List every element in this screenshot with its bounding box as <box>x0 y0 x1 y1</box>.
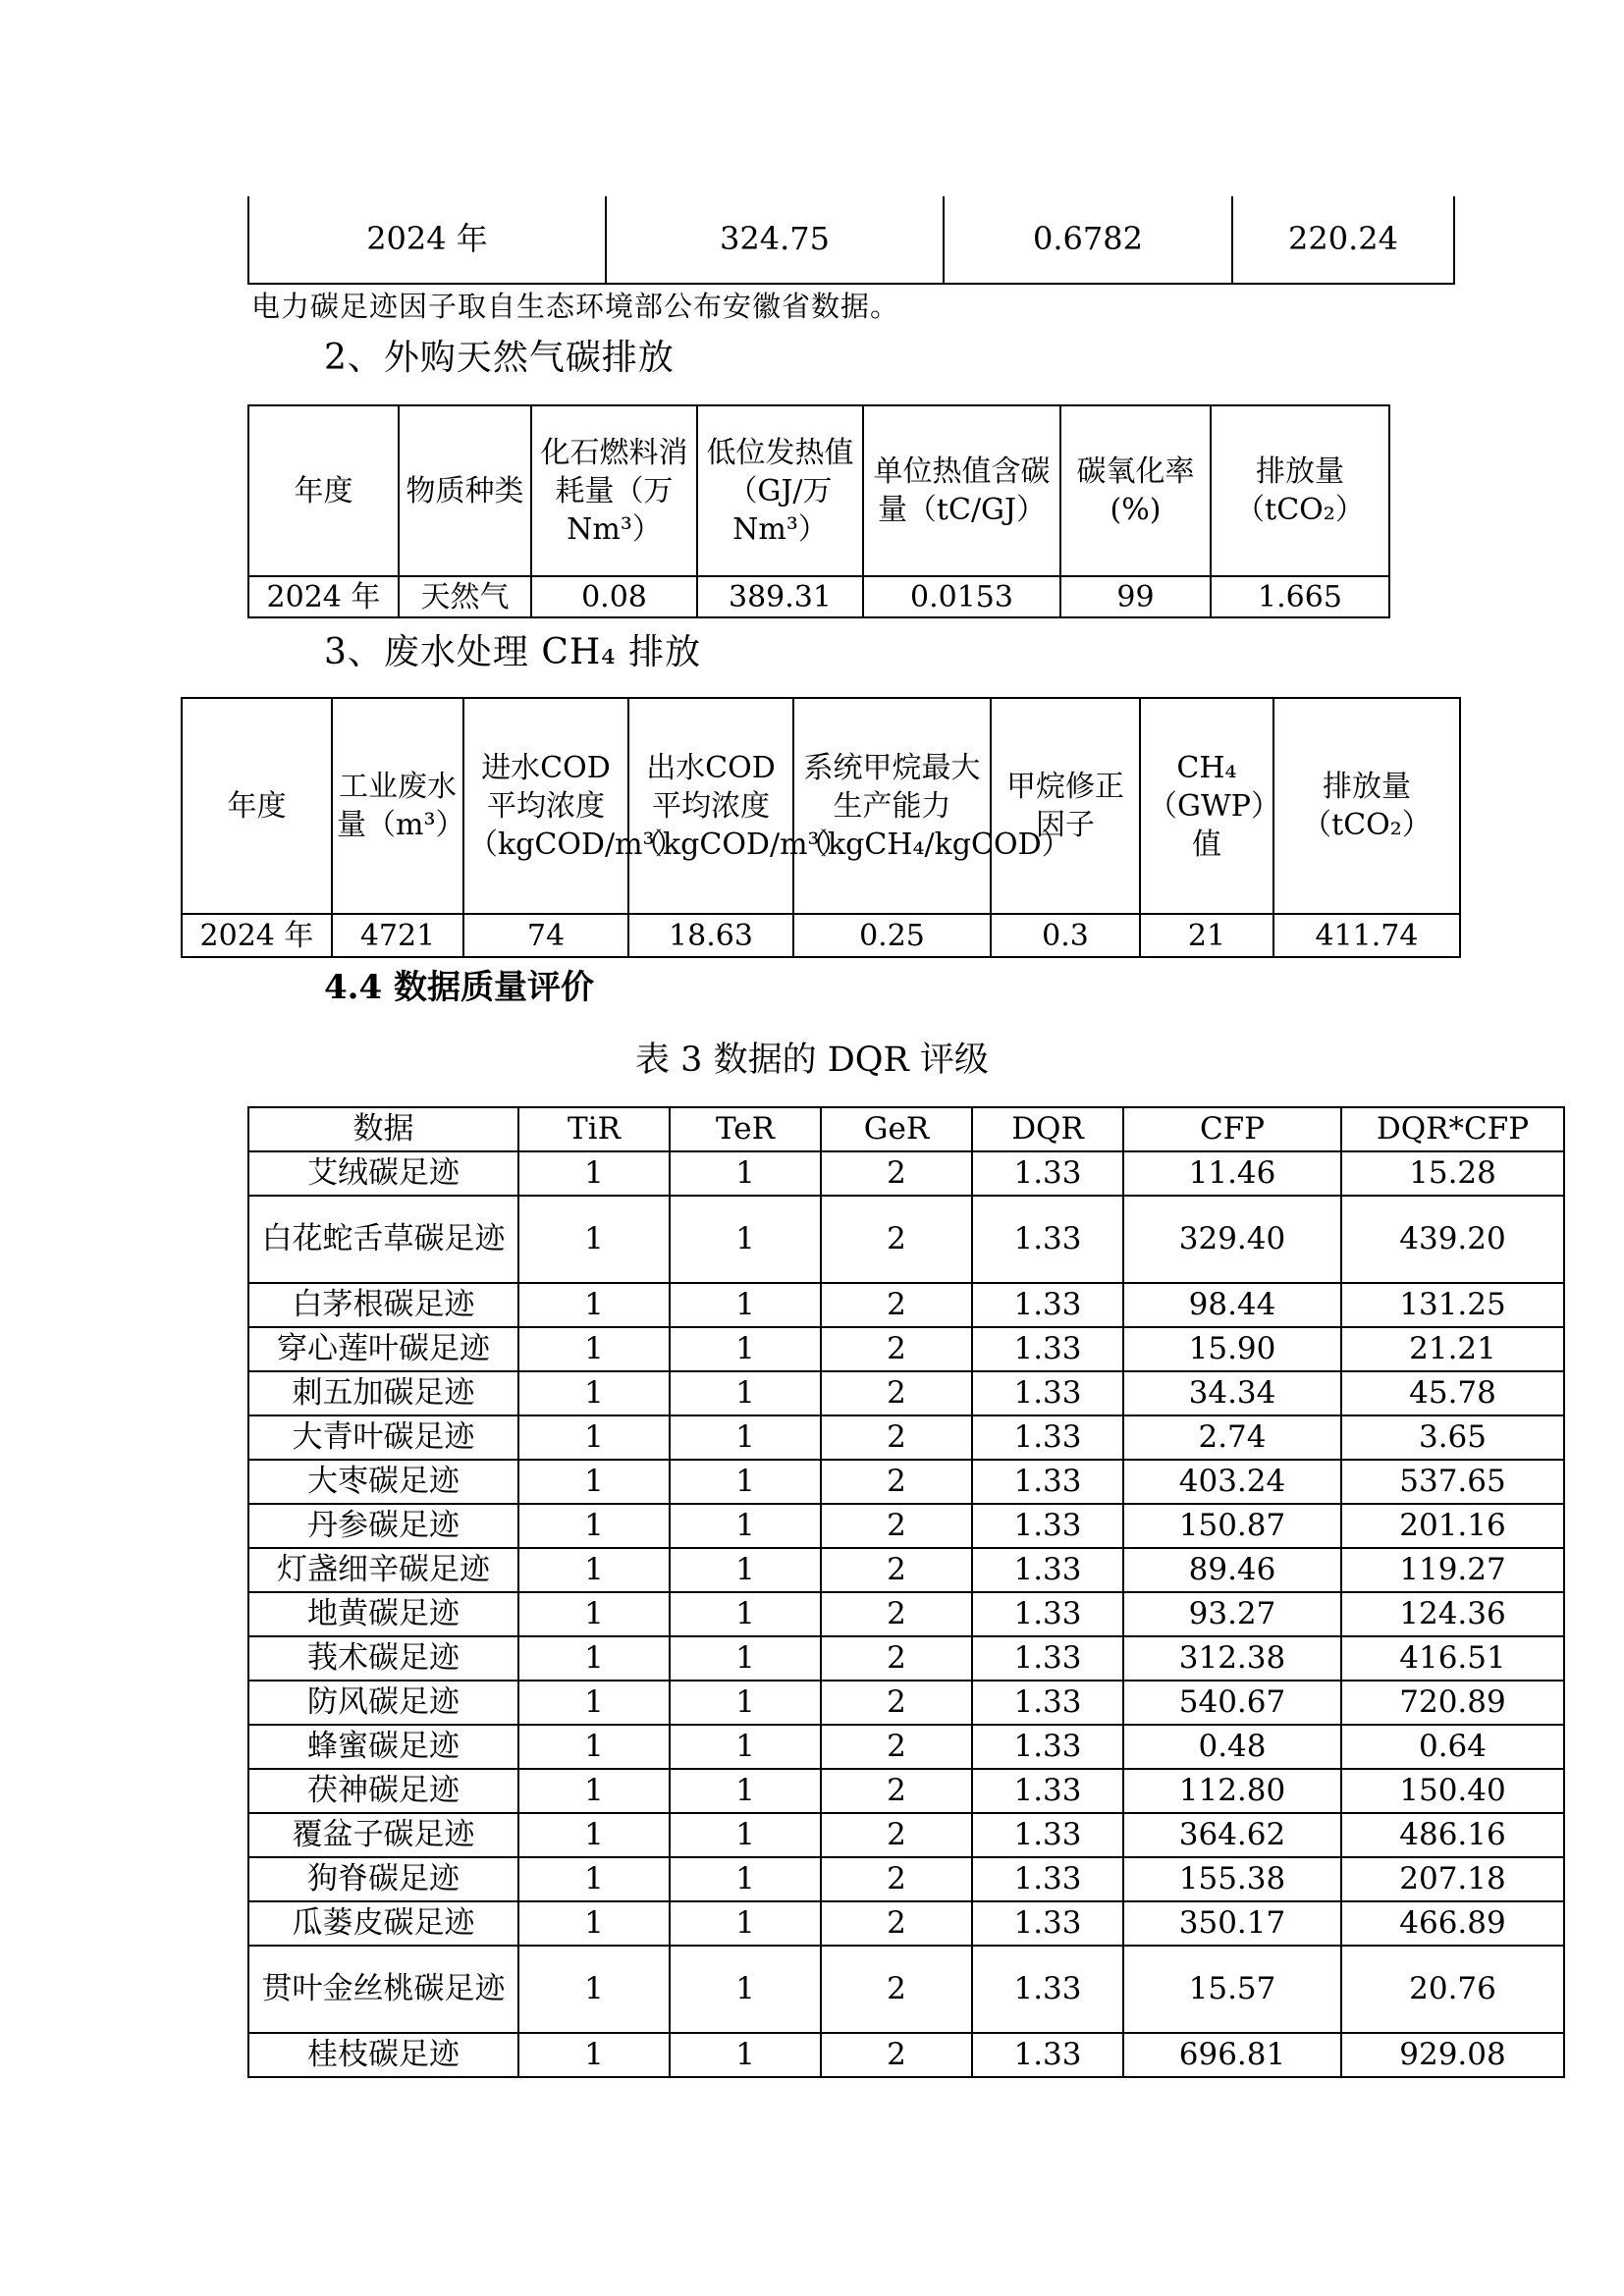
table-cell: 0.08 <box>531 576 697 617</box>
table-row <box>248 1548 1564 1592</box>
table-row <box>248 1857 1564 1901</box>
table-cell: 150.87 <box>1123 1504 1341 1548</box>
table-cell: 1 <box>518 1151 670 1196</box>
table-cell: 0.64 <box>1341 1725 1564 1769</box>
table-cell: 1.665 <box>1211 576 1389 617</box>
table-cell: 11.46 <box>1123 1151 1341 1196</box>
row-label: 大枣碳足迹 <box>248 1460 518 1504</box>
column-header: 排放量（tCO₂） <box>1211 405 1389 576</box>
table-cell: 21 <box>1140 914 1273 957</box>
table-cell: 2024 年 <box>248 576 399 617</box>
table-cell: 131.25 <box>1341 1283 1564 1327</box>
table-cell: 364.62 <box>1123 1813 1341 1857</box>
electricity-note: 电力碳足迹因子取自生态环境部公布安徽省数据。 <box>251 290 900 323</box>
column-header: 年度 <box>248 405 399 576</box>
table-cell: 0.48 <box>1123 1725 1341 1769</box>
table-cell: 411.74 <box>1273 914 1460 957</box>
column-header: 物质种类 <box>399 405 531 576</box>
table-cell: 416.51 <box>1341 1636 1564 1681</box>
column-header: TeR <box>670 1107 821 1151</box>
row-label: 防风碳足迹 <box>248 1681 518 1725</box>
table-cell: 20.76 <box>1341 1946 1564 2033</box>
table-cell: 0.25 <box>793 914 991 957</box>
table-cell: 1 <box>518 2033 670 2077</box>
table-cell: 466.89 <box>1341 1901 1564 1946</box>
column-header: 单位热值含碳量（tC/GJ） <box>863 405 1060 576</box>
table-cell: 119.27 <box>1341 1548 1564 1592</box>
table-row <box>248 1196 1564 1283</box>
table-cell: 1.33 <box>972 1460 1123 1504</box>
table-cell: 2.74 <box>1123 1415 1341 1460</box>
year-cell: 2024 年 <box>248 196 606 284</box>
column-header: 排放量（tCO₂） <box>1273 698 1460 914</box>
table-cell: 2 <box>821 1769 972 1813</box>
table-cell: 1 <box>518 1196 670 1283</box>
table-cell: 1 <box>670 1151 821 1196</box>
row-label: 地黄碳足迹 <box>248 1592 518 1636</box>
table-row <box>248 1681 1564 1725</box>
table-cell: 1 <box>518 1327 670 1371</box>
table-cell: 220.24 <box>1232 196 1454 284</box>
table-row <box>248 576 1389 617</box>
table-cell: 1 <box>670 1813 821 1857</box>
table-cell: 1 <box>518 1769 670 1813</box>
row-label: 灯盏细辛碳足迹 <box>248 1548 518 1592</box>
column-header: 化石燃料消耗量（万Nm³） <box>531 405 697 576</box>
table-cell: 1.33 <box>972 1813 1123 1857</box>
table-cell: 98.44 <box>1123 1283 1341 1327</box>
table-cell: 1 <box>518 1371 670 1415</box>
table-cell: 21.21 <box>1341 1327 1564 1371</box>
table-cell: 1 <box>518 1636 670 1681</box>
table-cell: 696.81 <box>1123 2033 1341 2077</box>
table-cell: 207.18 <box>1341 1857 1564 1901</box>
table-cell: 1 <box>670 1415 821 1460</box>
column-header: 进水COD 平均浓度（kgCOD/m³） <box>463 698 628 914</box>
table-cell: 1 <box>670 1769 821 1813</box>
table-cell: 403.24 <box>1123 1460 1341 1504</box>
table-cell: 4721 <box>332 914 463 957</box>
table-cell: 2 <box>821 1415 972 1460</box>
table-cell: 1 <box>518 1857 670 1901</box>
table-cell: 112.80 <box>1123 1769 1341 1813</box>
table-cell: 312.38 <box>1123 1636 1341 1681</box>
column-header: 甲烷修正因子 <box>991 698 1140 914</box>
row-label: 桂枝碳足迹 <box>248 2033 518 2077</box>
column-header: GeR <box>821 1107 972 1151</box>
row-label: 白花蛇舌草碳足迹 <box>248 1196 518 1283</box>
table-cell: 0.6782 <box>944 196 1232 284</box>
table-cell: 1 <box>670 1504 821 1548</box>
row-label: 莪术碳足迹 <box>248 1636 518 1681</box>
table-cell: 2 <box>821 1460 972 1504</box>
table-cell: 99 <box>1060 576 1211 617</box>
row-label: 狗脊碳足迹 <box>248 1857 518 1901</box>
table-cell: 124.36 <box>1341 1592 1564 1636</box>
table-cell: 1.33 <box>972 1857 1123 1901</box>
table-cell: 18.63 <box>628 914 793 957</box>
table-cell: 15.57 <box>1123 1946 1341 2033</box>
column-header: 出水COD 平均浓度（kgCOD/m³） <box>628 698 793 914</box>
column-header: 年度 <box>182 698 332 914</box>
row-label: 刺五加碳足迹 <box>248 1371 518 1415</box>
table-cell: 2 <box>821 2033 972 2077</box>
table-cell: 15.90 <box>1123 1327 1341 1371</box>
column-header: DQR*CFP <box>1341 1107 1564 1151</box>
table-cell: 2 <box>821 1725 972 1769</box>
table-cell: 486.16 <box>1341 1813 1564 1857</box>
column-header: 系统甲烷最大生产能力（kgCH₄/kgCOD） <box>793 698 991 914</box>
row-label: 艾绒碳足迹 <box>248 1151 518 1196</box>
table-cell: 2 <box>821 1636 972 1681</box>
table-cell: 1 <box>518 1460 670 1504</box>
row-label: 穿心莲叶碳足迹 <box>248 1327 518 1371</box>
table-cell: 720.89 <box>1341 1681 1564 1725</box>
table-cell: 1.33 <box>972 1636 1123 1681</box>
column-header: 低位发热值（GJ/万 Nm³） <box>697 405 863 576</box>
table-cell: 537.65 <box>1341 1460 1564 1504</box>
table-row <box>248 1371 1564 1415</box>
table-cell: 74 <box>463 914 628 957</box>
table-cell: 1 <box>670 2033 821 2077</box>
table-cell: 2 <box>821 1504 972 1548</box>
table-cell: 1 <box>670 1946 821 2033</box>
table-cell: 1.33 <box>972 1946 1123 2033</box>
row-label: 白茅根碳足迹 <box>248 1283 518 1327</box>
table-cell: 1 <box>670 1327 821 1371</box>
table-cell: 350.17 <box>1123 1901 1341 1946</box>
table-cell: 1 <box>518 1592 670 1636</box>
table-cell: 2 <box>821 1946 972 2033</box>
table-cell: 1 <box>518 1283 670 1327</box>
table-cell: 1.33 <box>972 1283 1123 1327</box>
table-cell: 1.33 <box>972 1769 1123 1813</box>
table-cell: 1 <box>670 1636 821 1681</box>
table-cell: 389.31 <box>697 576 863 617</box>
header-row <box>248 405 1389 576</box>
table-cell: 1 <box>670 1725 821 1769</box>
table-cell: 1.33 <box>972 1548 1123 1592</box>
table-cell: 0.3 <box>991 914 1140 957</box>
table-cell: 1 <box>518 1415 670 1460</box>
table-cell: 1.33 <box>972 1371 1123 1415</box>
table-cell: 1 <box>670 1371 821 1415</box>
row-label: 丹参碳足迹 <box>248 1504 518 1548</box>
table-cell: 2 <box>821 1592 972 1636</box>
table-cell: 1 <box>670 1681 821 1725</box>
row-label: 贯叶金丝桃碳足迹 <box>248 1946 518 2033</box>
table-cell: 1 <box>518 1681 670 1725</box>
table-cell: 45.78 <box>1341 1371 1564 1415</box>
table-cell: 2 <box>821 1813 972 1857</box>
table-row <box>248 1460 1564 1504</box>
table-cell: 1 <box>670 1857 821 1901</box>
table-cell: 1.33 <box>972 1151 1123 1196</box>
table-row <box>248 1327 1564 1371</box>
table-row <box>248 196 1454 284</box>
table-row <box>182 914 1460 957</box>
header-row <box>248 1107 1564 1151</box>
column-header: TiR <box>518 1107 670 1151</box>
row-label: 茯神碳足迹 <box>248 1769 518 1813</box>
header-row <box>182 698 1460 914</box>
table-cell: 2 <box>821 1196 972 1283</box>
table-cell: 2 <box>821 1151 972 1196</box>
table-cell: 1.33 <box>972 1504 1123 1548</box>
row-label: 覆盆子碳足迹 <box>248 1813 518 1857</box>
table-row <box>248 2033 1564 2077</box>
table-cell: 2 <box>821 1901 972 1946</box>
table-cell: 2 <box>821 1283 972 1327</box>
table-caption: 表 3 数据的 DQR 评级 <box>635 1041 989 1080</box>
table-cell: 1 <box>670 1901 821 1946</box>
table-cell: 1.33 <box>972 1901 1123 1946</box>
table-row <box>248 1592 1564 1636</box>
table-cell: 439.20 <box>1341 1196 1564 1283</box>
table-cell: 1.33 <box>972 1415 1123 1460</box>
section-heading-dqr: 4.4 数据质量评价 <box>324 968 594 1007</box>
table-row <box>248 1415 1564 1460</box>
table-cell: 天然气 <box>399 576 531 617</box>
table-row <box>248 1946 1564 2033</box>
table-cell: 1.33 <box>972 2033 1123 2077</box>
column-header: DQR <box>972 1107 1123 1151</box>
table-cell: 0.0153 <box>863 576 1060 617</box>
table-cell: 1.33 <box>972 1681 1123 1725</box>
table-cell: 1 <box>518 1504 670 1548</box>
table-row <box>248 1504 1564 1548</box>
section-heading-gas: 2、外购天然气碳排放 <box>324 338 675 378</box>
column-header: 工业废水量（m³） <box>332 698 463 914</box>
table-cell: 324.75 <box>606 196 944 284</box>
table-row <box>248 1901 1564 1946</box>
column-header: CFP <box>1123 1107 1341 1151</box>
table-cell: 1.33 <box>972 1327 1123 1371</box>
electricity-table <box>247 196 1455 285</box>
table-cell: 89.46 <box>1123 1548 1341 1592</box>
table-row <box>248 1769 1564 1813</box>
table-cell: 1.33 <box>972 1196 1123 1283</box>
table-cell: 150.40 <box>1341 1769 1564 1813</box>
table-cell: 2024 年 <box>182 914 332 957</box>
table-cell: 1 <box>518 1548 670 1592</box>
table-row <box>248 1813 1564 1857</box>
column-header: 碳氧化率(%) <box>1060 405 1211 576</box>
wastewater-table <box>181 697 1461 958</box>
table-cell: 34.34 <box>1123 1371 1341 1415</box>
table-cell: 2 <box>821 1548 972 1592</box>
table-row <box>248 1151 1564 1196</box>
table-cell: 540.67 <box>1123 1681 1341 1725</box>
table-cell: 929.08 <box>1341 2033 1564 2077</box>
table-cell: 329.40 <box>1123 1196 1341 1283</box>
table-row <box>248 1283 1564 1327</box>
table-cell: 2 <box>821 1371 972 1415</box>
table-cell: 1 <box>670 1548 821 1592</box>
table-cell: 155.38 <box>1123 1857 1341 1901</box>
row-label: 大青叶碳足迹 <box>248 1415 518 1460</box>
table-cell: 2 <box>821 1327 972 1371</box>
table-cell: 3.65 <box>1341 1415 1564 1460</box>
table-cell: 2 <box>821 1681 972 1725</box>
table-cell: 1 <box>670 1592 821 1636</box>
column-header: 数据 <box>248 1107 518 1151</box>
row-label: 蜂蜜碳足迹 <box>248 1725 518 1769</box>
column-header: CH₄（GWP）值 <box>1140 698 1273 914</box>
dqr-table <box>247 1106 1565 2078</box>
table-cell: 2 <box>821 1857 972 1901</box>
table-cell: 93.27 <box>1123 1592 1341 1636</box>
table-cell: 1 <box>670 1283 821 1327</box>
section-heading-wastewater: 3、废水处理 CH₄ 排放 <box>324 632 702 672</box>
row-label: 瓜蒌皮碳足迹 <box>248 1901 518 1946</box>
table-row <box>248 1725 1564 1769</box>
table-cell: 1.33 <box>972 1592 1123 1636</box>
table-cell: 1 <box>518 1946 670 2033</box>
table-row <box>248 1636 1564 1681</box>
table-cell: 1 <box>518 1725 670 1769</box>
table-cell: 1 <box>518 1901 670 1946</box>
natural-gas-table <box>247 404 1390 618</box>
table-cell: 1 <box>518 1813 670 1857</box>
table-cell: 1 <box>670 1460 821 1504</box>
table-cell: 1.33 <box>972 1725 1123 1769</box>
table-cell: 201.16 <box>1341 1504 1564 1548</box>
table-cell: 15.28 <box>1341 1151 1564 1196</box>
table-cell: 1 <box>670 1196 821 1283</box>
